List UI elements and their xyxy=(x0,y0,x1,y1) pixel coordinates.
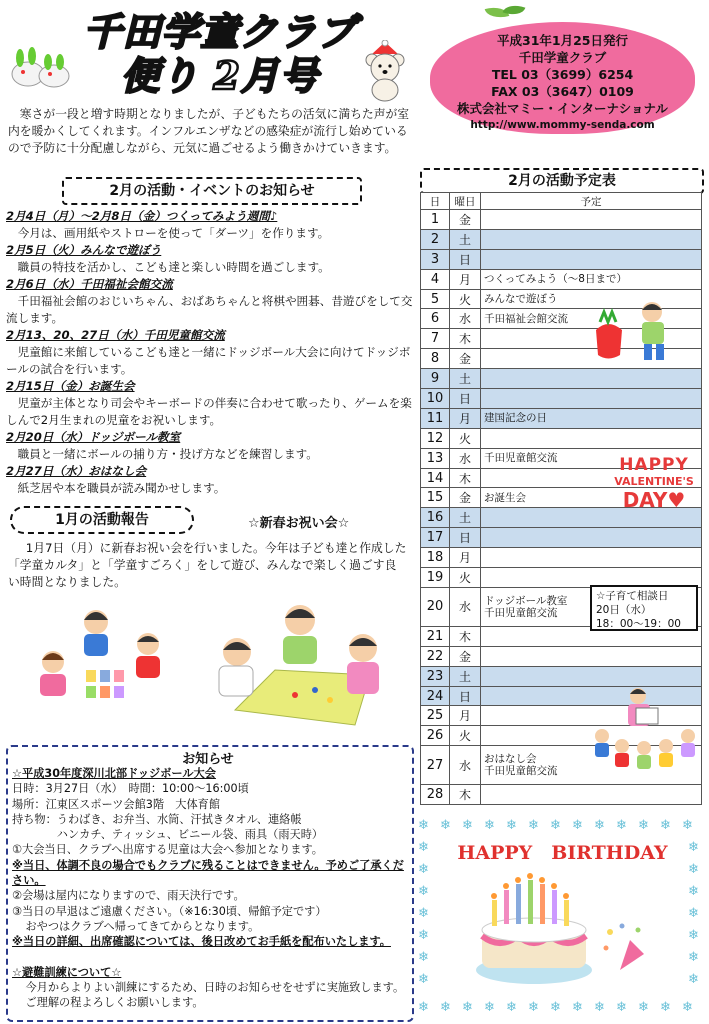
schedule-weekday: 日 xyxy=(450,389,481,409)
snowflake-icon: ❄ xyxy=(418,928,429,943)
club-name: 千田学童クラブ xyxy=(518,50,607,65)
schedule-weekday: 日 xyxy=(450,249,481,269)
birthday-cake-illustration xyxy=(470,870,600,990)
schedule-row xyxy=(421,369,702,389)
snowflake-icon: ❄ xyxy=(506,818,517,833)
schedule-day: 5 xyxy=(421,289,450,309)
schedule-weekday: 木 xyxy=(450,785,481,805)
schedule-weekday: 日 xyxy=(450,686,481,706)
schedule-event xyxy=(481,548,702,568)
notice-line: ハンカチ、ティッシュ、ビニール袋、雨具（雨天時） xyxy=(12,828,324,842)
valentine-line2: VALENTINE'S xyxy=(614,475,694,488)
snowflake-icon: ❄ xyxy=(418,862,429,877)
schedule-day: 18 xyxy=(421,548,450,568)
event-description: 今月は、画用紙やストローを使って「ダーツ」を作ります。 xyxy=(17,226,330,240)
newsletter-subtitle: 便り 2月号 xyxy=(121,53,319,98)
snowflake-icon: ❄ xyxy=(506,1000,517,1015)
notice-line: ※当日、体調不良の場合でもクラブに残ることはできません。予めご了承ください。 xyxy=(12,858,404,888)
schedule-row xyxy=(421,785,702,805)
schedule-day: 11 xyxy=(421,408,450,428)
event-title: 2月5日（火）みんなで遊ぼう xyxy=(6,243,162,257)
notice-line: ☆平成30年度深川北部ドッジボール大会 xyxy=(12,767,216,780)
snowflake-icon: ❄ xyxy=(616,818,627,833)
schedule-day: 3 xyxy=(421,249,450,269)
schedule-weekday: 火 xyxy=(450,428,481,448)
schedule-weekday: 火 xyxy=(450,726,481,746)
event-title: 2月6日（水）千田福祉会館交流 xyxy=(6,277,173,291)
publisher-box xyxy=(430,22,695,134)
schedule-weekday: 土 xyxy=(450,229,481,249)
schedule-event xyxy=(481,369,702,389)
schedule-event: ドッジボール教室 千田児童館交流 xyxy=(481,587,702,626)
schedule-day: 9 xyxy=(421,369,450,389)
notice-line: 今月からよりよい訓練にするため、日時のお知らせをせずに実施致します。ご理解の程よろしくお願いします。 xyxy=(25,980,405,1010)
notice-line: ①大会当日、クラブへ出席する児童は大会へ参加となります。 xyxy=(12,843,323,857)
sugoroku-game-illustration xyxy=(205,600,400,730)
schedule-day: 6 xyxy=(421,309,450,329)
notice-line: おやつはクラブへ帰ってきてからとなります。 xyxy=(25,919,260,933)
valentine-line3: DAY♥ xyxy=(622,488,686,512)
snowflake-icon: ❄ xyxy=(550,818,561,833)
schedule-day: 13 xyxy=(421,448,450,468)
schedule-event: つくってみよう（～8日まで） xyxy=(481,269,702,289)
event-title: 2月27日（水）おはなし会 xyxy=(6,464,147,478)
snowflake-icon: ❄ xyxy=(418,840,429,855)
schedule-row xyxy=(421,269,702,289)
snowflake-icon: ❄ xyxy=(462,818,473,833)
snowflake-icon: ❄ xyxy=(484,1000,495,1015)
report-heading: 1月の活動報告 xyxy=(10,506,194,534)
snowflake-icon: ❄ xyxy=(550,1000,561,1015)
events-list xyxy=(6,208,414,497)
schedule-row xyxy=(421,646,702,666)
event-title: 2月15日（金）お誕生会 xyxy=(6,379,135,393)
event-description: 職員と一緒にボールの捕り方・投げ方などを練習します。 xyxy=(17,447,318,461)
schedule-weekday: 月 xyxy=(450,408,481,428)
consult-date: 20日（水） xyxy=(596,604,652,616)
snowflake-icon: ❄ xyxy=(688,884,699,899)
snowflake-icon: ❄ xyxy=(682,1000,693,1015)
schedule-event xyxy=(481,249,702,269)
schedule-row xyxy=(421,408,702,428)
snowflake-icon: ❄ xyxy=(638,818,649,833)
snowman-bunny-illustration xyxy=(10,40,72,90)
schedule-weekday: 水 xyxy=(450,448,481,468)
schedule-event xyxy=(481,666,702,686)
schedule-weekday: 金 xyxy=(450,488,481,508)
schedule-weekday: 土 xyxy=(450,666,481,686)
schedule-event xyxy=(481,229,702,249)
snowflake-icon: ❄ xyxy=(682,818,693,833)
notice-line: ②会場は屋内になりますので、雨天決行です。 xyxy=(12,889,245,903)
schedule-weekday: 金 xyxy=(450,210,481,230)
snowflake-icon: ❄ xyxy=(616,1000,627,1015)
report-body: 1月7日（月）に新春お祝い会を行いました。今年は子ども達と作成した「学童カルタ」と「学童すごろく」をして遊び、みんなで楽しく過ごす良い時間となりました。 xyxy=(8,541,407,589)
schedule-day: 7 xyxy=(421,329,450,349)
schedule-day: 1 xyxy=(421,210,450,230)
tel: TEL 03（3699）6254 xyxy=(491,67,634,82)
schedule-day: 20 xyxy=(421,587,450,626)
snowflake-icon: ❄ xyxy=(528,818,539,833)
company: 株式会社マミー・インターナショナル xyxy=(457,101,668,116)
event-description: 児童が主体となり司会やキーボードの伴奏に合わせて歌ったり、ゲームを楽しんで2月生まれの児童をお祝いします。 xyxy=(6,396,412,427)
snowflake-icon: ❄ xyxy=(638,1000,649,1015)
snowflake-icon: ❄ xyxy=(660,1000,671,1015)
snowflake-icon: ❄ xyxy=(418,906,429,921)
events-heading: 2月の活動・イベントのお知らせ xyxy=(62,177,362,205)
schedule-day: 14 xyxy=(421,468,450,488)
schedule-weekday: 土 xyxy=(450,369,481,389)
schedule-day: 4 xyxy=(421,269,450,289)
snowflake-icon: ❄ xyxy=(440,818,451,833)
schedule-event xyxy=(481,528,702,548)
valentine-line1: HAPPY xyxy=(619,455,689,475)
schedule-weekday: 月 xyxy=(450,548,481,568)
col-day: 日 xyxy=(421,193,450,210)
consult-time: 18：00～19：00 xyxy=(596,618,681,630)
snowflake-icon: ❄ xyxy=(484,818,495,833)
consult-title: ☆子育て相談日 xyxy=(596,590,669,602)
schedule-event: みんなで遊ぼう xyxy=(481,289,702,309)
schedule-event xyxy=(481,389,702,409)
storytelling-illustration xyxy=(592,686,700,770)
schedule-weekday: 水 xyxy=(450,587,481,626)
schedule-row xyxy=(421,210,702,230)
notice-line: 持ち物：うわばき、お弁当、水筒、汗拭きタオル、連絡帳 xyxy=(12,812,302,826)
schedule-weekday: 木 xyxy=(450,329,481,349)
snowflake-icon: ❄ xyxy=(418,884,429,899)
schedule-weekday: 水 xyxy=(450,746,481,785)
schedule-day: 16 xyxy=(421,508,450,528)
schedule-event xyxy=(481,210,702,230)
schedule-day: 15 xyxy=(421,488,450,508)
schedule-row xyxy=(421,428,702,448)
snowflake-icon: ❄ xyxy=(418,950,429,965)
schedule-heading: 2月の活動予定表 xyxy=(420,168,704,194)
schedule-day: 24 xyxy=(421,686,450,706)
intro-text: 寒さが一段と増す時期となりましたが、子どもたちの活気に満ちた声が室内を暖かくしてくれます。インフルエンザなどの感染症が流行し始めているので予防に十分配慮しながら、元気に過ごせるよう働きかけていきます。 xyxy=(8,107,410,155)
event-description: 千田福祉会館のおじいちゃん、おばあちゃんと将棋や囲碁、昔遊びをして交流します。 xyxy=(6,294,413,325)
schedule-weekday: 木 xyxy=(450,626,481,646)
schedule-row xyxy=(421,666,702,686)
schedule-weekday: 木 xyxy=(450,468,481,488)
snowflake-icon: ❄ xyxy=(688,950,699,965)
snowflake-icon: ❄ xyxy=(688,840,699,855)
snowflake-icon: ❄ xyxy=(688,928,699,943)
snowflake-icon: ❄ xyxy=(418,1000,429,1015)
snowflake-icon: ❄ xyxy=(418,818,429,833)
schedule-event: お誕生会 xyxy=(481,488,702,508)
schedule-day: 12 xyxy=(421,428,450,448)
schedule-day: 25 xyxy=(421,706,450,726)
schedule-row xyxy=(421,548,702,568)
schedule-day: 21 xyxy=(421,626,450,646)
schedule-row xyxy=(421,528,702,548)
bear-illustration xyxy=(360,40,410,102)
event-title: 2月4日（月）～2月8日（金）つくってみよう週間♪ xyxy=(6,209,278,223)
event-description: 紙芝居や本を職員が読み聞かせします。 xyxy=(17,481,226,495)
schedule-weekday: 土 xyxy=(450,508,481,528)
schedule-event: 千田児童館交流 xyxy=(481,448,702,468)
birthday-title: HAPPY BIRTHDAY xyxy=(457,842,668,864)
event-description: 職員の特技を活かし、こども達と楽しい時間を過ごします。 xyxy=(17,260,330,274)
schedule-day: 2 xyxy=(421,229,450,249)
notice-line xyxy=(12,950,408,965)
schedule-day: 19 xyxy=(421,568,450,588)
party-popper-icon xyxy=(600,920,650,975)
valentine-graphic xyxy=(606,455,702,512)
notice-line: 日時：3月27日（水） 時間：10:00～16:00頃 xyxy=(12,782,249,796)
schedule-row xyxy=(421,389,702,409)
schedule-weekday: 金 xyxy=(450,349,481,369)
schedule-weekday: 月 xyxy=(450,269,481,289)
schedule-weekday: 日 xyxy=(450,528,481,548)
schedule-day: 8 xyxy=(421,349,450,369)
event-description: 児童館に来館しているこども達と一緒にドッジボール大会に向けてドッジボールの試合を行います。 xyxy=(6,345,411,376)
schedule-event: おはなし会 千田児童館交流 xyxy=(481,746,702,785)
report-subtitle: ☆新春お祝い会☆ xyxy=(248,516,350,531)
schedule-event: 千田福祉会館交流 xyxy=(481,309,702,329)
schedule-row xyxy=(421,249,702,269)
snowflake-icon: ❄ xyxy=(688,862,699,877)
snowflake-icon: ❄ xyxy=(572,1000,583,1015)
consultation-box xyxy=(590,585,698,631)
schedule-event xyxy=(481,646,702,666)
schedule-weekday: 火 xyxy=(450,289,481,309)
notice-body xyxy=(12,766,408,1010)
schedule-weekday: 金 xyxy=(450,646,481,666)
col-weekday: 曜日 xyxy=(450,193,481,210)
children-playing-illustration xyxy=(28,600,168,725)
snowflake-icon: ❄ xyxy=(594,818,605,833)
snowflake-icon: ❄ xyxy=(418,972,429,987)
notice-line: ※当日の詳細、出席確認については、後日改めてお手紙を配布いたします。 xyxy=(12,935,391,949)
notice-heading: お知らせ xyxy=(182,752,234,767)
schedule-event xyxy=(481,428,702,448)
notice-line: 場所：江東区スポーツ会館3階 大体育館 xyxy=(12,797,221,811)
schedule-day: 26 xyxy=(421,726,450,746)
snowflake-icon: ❄ xyxy=(528,1000,539,1015)
snowflake-icon: ❄ xyxy=(594,1000,605,1015)
schedule-day: 22 xyxy=(421,646,450,666)
snowflake-icon: ❄ xyxy=(688,906,699,921)
schedule-weekday: 水 xyxy=(450,309,481,329)
boy-watering-illustration xyxy=(588,300,683,362)
event-title: 2月20日（水）ドッジボール教室 xyxy=(6,430,181,444)
notice-line: ③当日の早退はご遠慮ください。（※16:30頃、帰館予定です） xyxy=(12,904,327,918)
snowflake-icon: ❄ xyxy=(688,972,699,987)
snowflake-icon: ❄ xyxy=(440,1000,451,1015)
schedule-weekday: 火 xyxy=(450,568,481,588)
fax: FAX 03（3647）0109 xyxy=(491,84,634,99)
schedule-event xyxy=(481,785,702,805)
event-title: 2月13、20、27日（水）千田児童館交流 xyxy=(6,328,225,342)
schedule-event: 建国記念の日 xyxy=(481,408,702,428)
schedule-day: 28 xyxy=(421,785,450,805)
schedule-day: 17 xyxy=(421,528,450,548)
website-url: http://www.mommy-senda.com xyxy=(470,119,655,131)
notice-line: ☆避難訓練について☆ xyxy=(12,965,122,979)
newsletter-title: 千田学童クラブ xyxy=(83,9,357,54)
snowflake-icon: ❄ xyxy=(572,818,583,833)
schedule-day: 10 xyxy=(421,389,450,409)
publish-date: 平成31年1月25日発行 xyxy=(497,33,628,48)
snowflake-icon: ❄ xyxy=(660,818,671,833)
schedule-day: 23 xyxy=(421,666,450,686)
schedule-day: 27 xyxy=(421,746,450,785)
col-plan: 予定 xyxy=(481,193,702,210)
snowflake-icon: ❄ xyxy=(462,1000,473,1015)
schedule-weekday: 月 xyxy=(450,706,481,726)
schedule-row xyxy=(421,229,702,249)
